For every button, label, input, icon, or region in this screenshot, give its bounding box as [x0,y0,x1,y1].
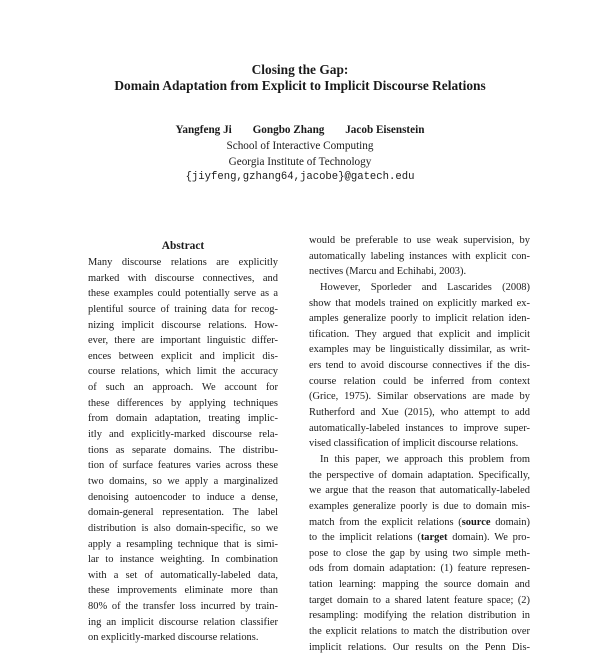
body-line: automatically labeling instances with explicit con- [309,250,530,262]
abstract-line: marked with discourse connectives, and [88,272,278,284]
author-name: Yangfeng Ji [175,124,232,136]
body-line: nectives (Marcu and Echihabi, 2003). [309,266,467,278]
abstract-line: these examples could potentially serve as a [88,288,278,300]
body-line: target domain to a shared latent feature space; (2) [309,594,530,606]
body-line: ers tend to avoid discourse connectives if the dis- [309,360,530,372]
body-line: we argue that the reason that automatically-labeled [309,485,530,497]
author-list [0,123,600,137]
abstract-line: ever, there are important linguistic differ- [88,335,278,347]
abstract-line: from domain adaptation, treating implic- [88,413,278,425]
abstract-line: nizing implicit discourse relations. How- [88,319,278,331]
abstract-line: distribution is also domain-specific, so we [88,522,278,534]
abstract-line: plentiful source of training data for recog- [88,303,278,315]
body-line: However, Sporleder and Lascarides (2008) [320,281,530,293]
body-line: tification. They argued that explicit and implicit [309,328,530,340]
body-line: the explicit relations to match the distribution over [309,626,530,638]
affiliation-institute: Georgia Institute of Technology [228,156,372,168]
body-line: course relation could be inferred from context [309,375,530,387]
abstract-line: ing an implicit discourse relation classifier [88,616,278,628]
paper-title-line-1: Closing the Gap: [251,62,349,77]
body-line: pose to close the gap by using two simple meth- [309,547,530,559]
body-text-run: match from the explicit relations ( [309,516,462,528]
target-term: target [420,532,448,544]
abstract-line: course relations, which limit the accuracy [88,366,278,378]
abstract-line: tions as separate domains. The distribu- [88,444,278,456]
author-name: Jacob Eisenstein [345,124,425,136]
body-line: tation learning: mapping the source domain and [309,579,530,591]
body-line: examples generalize poorly is due to domain mis- [309,500,530,512]
body-line: amples generalize poorly to implicit relation iden- [309,313,530,325]
body-line: the perspective of domain adaptation. Specifically, [309,469,530,481]
body-text-run: domain). We pro- [447,532,530,544]
body-line: show that models trained on explicitly marked ex- [309,297,530,309]
author-name: Gongbo Zhang [252,124,325,136]
abstract-line: itly and explicitly-marked discourse rela- [88,429,278,441]
body-line: In this paper, we approach this problem from [320,453,530,465]
body-line: (Grice, 1975). Similar observations are made by [309,391,530,403]
affiliation-school: School of Interactive Computing [226,140,374,152]
body-text-run: domain) [490,516,530,528]
body-text-run: to the implicit relations ( [309,532,421,544]
abstract-line: tion of surface features varies across these [88,460,278,472]
abstract-line: with a set of automatically-labeled data, [88,569,278,581]
body-line: ods from domain adaptation: (1) feature represen- [309,563,530,575]
intro-text [309,233,530,655]
abstract-line: of such an approach. We account for [88,382,278,394]
body-line: resampling: modifying the relation distribution in [309,610,530,622]
abstract-line: on explicitly-marked discourse relations. [88,632,259,644]
abstract-heading: Abstract [161,240,205,252]
abstract-line: denoising autoencoder to induce a dense, [88,491,278,503]
author-email: {jiyfeng,gzhang64,jacobe}@gatech.edu [185,171,415,183]
abstract-line: two domains, so we apply a marginalized [88,475,278,487]
abstract-text [88,255,278,646]
source-term: source [461,516,491,528]
body-line: would be preferable to use weak supervision, by [309,235,530,246]
abstract-line: these differences by applying techniques [88,397,278,409]
abstract-line: ences between explicit and implicit dis- [88,350,278,362]
paper-title-line-2: Domain Adaptation from Explicit to Implicit Discourse Relations [114,78,486,93]
body-line: implicit relations. Our results on the Penn Dis- [309,641,530,653]
abstract-line: apply a resampling technique that is simi- [88,538,278,550]
body-line [309,530,530,546]
body-line: vised classification of implicit discourse relations. [309,438,519,450]
body-line: examples may be linguistically dissimilar, as writ- [309,344,530,356]
body-line [309,515,530,531]
abstract-line: these improvements eliminate more than [88,585,278,597]
abstract-line: 80% of the transfer loss incurred by train- [88,601,278,613]
abstract-line: domain-general representation. The label [88,507,278,519]
body-line: Rutherford and Xue (2015), who attempt to add [309,407,530,419]
abstract-line: Many discourse relations are explicitly [88,257,278,268]
body-line: automatically-labeled instances to improve super- [309,422,530,434]
abstract-line: lar to instance weighting. In combination [88,554,278,566]
